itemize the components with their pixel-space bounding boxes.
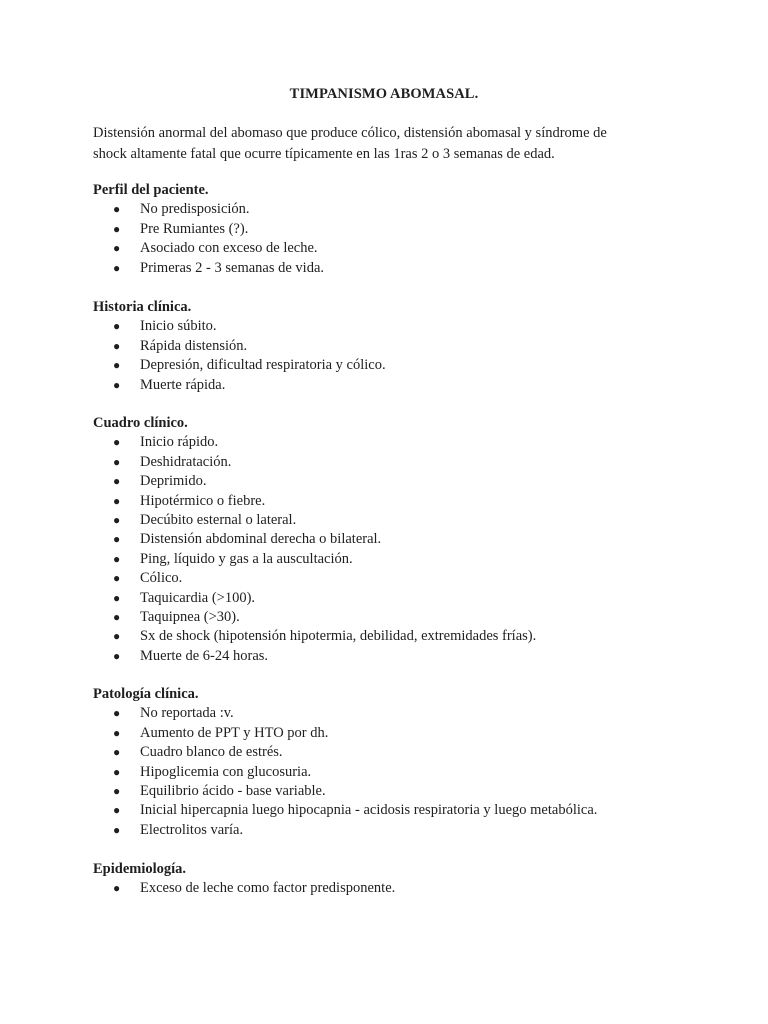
list-item-text: Hipotérmico o fiebre. xyxy=(140,492,266,509)
intro-line: Distensión anormal del abomaso que produce cólico, distensión abomasal y síndrome de xyxy=(93,125,607,141)
document-title: TIMPANISMO ABOMASAL. xyxy=(289,86,479,102)
list-item-text: Taquipnea (>30). xyxy=(140,608,240,625)
bullet-icon: ● xyxy=(113,319,121,334)
section-patologia-clinica xyxy=(93,685,713,840)
bullet-icon: ● xyxy=(113,532,121,547)
list-item xyxy=(93,317,713,336)
bullet-icon: ● xyxy=(113,358,121,373)
list-item xyxy=(93,608,713,627)
list-item-text: Primeras 2 - 3 semanas de vida. xyxy=(140,259,325,276)
list-item xyxy=(93,530,713,549)
bullet-icon: ● xyxy=(113,493,121,508)
list-item xyxy=(93,627,713,646)
bullet-icon: ● xyxy=(113,435,121,450)
bullet-icon: ● xyxy=(113,881,121,896)
bullet-icon: ● xyxy=(113,454,121,469)
bullet-list xyxy=(93,433,713,666)
list-item xyxy=(93,743,713,762)
list-item xyxy=(93,239,713,258)
bullet-icon: ● xyxy=(113,648,121,663)
list-item xyxy=(93,200,713,219)
bullet-icon: ● xyxy=(113,474,121,489)
list-item-text: Sx de shock (hipotensión hipotermia, debilidad, extremidades frías). xyxy=(140,628,537,645)
list-item-text: Hipoglicemia con glucosuria. xyxy=(140,763,312,780)
list-item-text: Asociado con exceso de leche. xyxy=(140,240,318,257)
section-perfil-del-paciente xyxy=(93,181,713,278)
list-item xyxy=(93,376,713,395)
section-heading: Historia clínica. xyxy=(93,299,192,315)
bullet-icon: ● xyxy=(113,571,121,586)
bullet-icon: ● xyxy=(113,202,121,217)
list-item-text: Taquicardia (>100). xyxy=(140,589,256,606)
bullet-icon: ● xyxy=(113,725,121,740)
list-item-text: Muerte rápida. xyxy=(140,376,226,393)
list-item-text: Cólico. xyxy=(140,570,183,587)
list-item xyxy=(93,550,713,569)
list-item xyxy=(93,472,713,491)
bullet-list xyxy=(93,704,713,840)
bullet-icon: ● xyxy=(113,377,121,392)
bullet-icon: ● xyxy=(113,706,121,721)
list-item xyxy=(93,356,713,375)
section-heading: Cuadro clínico. xyxy=(93,415,188,431)
bullet-icon: ● xyxy=(113,822,121,837)
bullet-list xyxy=(93,879,713,898)
list-item xyxy=(93,337,713,356)
list-item-text: Rápida distensión. xyxy=(140,337,248,354)
section-cuadro-clinico xyxy=(93,414,713,666)
bullet-icon: ● xyxy=(113,551,121,566)
list-item xyxy=(93,821,713,840)
list-item-text: Depresión, dificultad respiratoria y cólico. xyxy=(140,357,386,374)
list-item xyxy=(93,704,713,723)
list-item-text: Inicio súbito. xyxy=(140,318,217,335)
list-item xyxy=(93,782,713,801)
bullet-icon: ● xyxy=(113,260,121,275)
list-item xyxy=(93,453,713,472)
bullet-icon: ● xyxy=(113,629,121,644)
list-item-text: No predisposición. xyxy=(140,201,250,218)
bullet-icon: ● xyxy=(113,221,121,236)
bullet-icon: ● xyxy=(113,803,121,818)
list-item-text: Inicial hipercapnia luego hipocapnia - acidosis respiratoria y luego metabólica. xyxy=(140,802,598,819)
list-item-text: Deprimido. xyxy=(140,473,207,490)
bullet-icon: ● xyxy=(113,783,121,798)
list-item-text: Electrolitos varía. xyxy=(140,821,244,838)
list-item-text: Aumento de PPT y HTO por dh. xyxy=(140,724,329,741)
intro-paragraph xyxy=(93,123,673,165)
list-item xyxy=(93,220,713,239)
list-item-text: Equilibrio ácido - base variable. xyxy=(140,782,326,799)
list-item-text: Cuadro blanco de estrés. xyxy=(140,744,283,761)
bullet-icon: ● xyxy=(113,338,121,353)
list-item xyxy=(93,724,713,743)
list-item-text: Pre Rumiantes (?). xyxy=(140,220,249,237)
list-item xyxy=(93,647,713,666)
bullet-list xyxy=(93,200,713,278)
bullet-icon: ● xyxy=(113,590,121,605)
list-item-text: Inicio rápido. xyxy=(140,434,219,451)
list-item xyxy=(93,511,713,530)
list-item xyxy=(93,433,713,452)
list-item-text: No reportada :v. xyxy=(140,705,234,722)
list-item xyxy=(93,589,713,608)
section-historia-clinica xyxy=(93,298,713,395)
list-item xyxy=(93,801,713,820)
list-item-text: Muerte de 6-24 horas. xyxy=(140,647,269,664)
list-item xyxy=(93,763,713,782)
intro-line: shock altamente fatal que ocurre típicamente en las 1ras 2 o 3 semanas de edad. xyxy=(93,146,555,162)
bullet-icon: ● xyxy=(113,764,121,779)
bullet-icon: ● xyxy=(113,512,121,527)
list-item xyxy=(93,492,713,511)
section-heading: Epidemiología. xyxy=(93,861,187,877)
list-item-text: Deshidratación. xyxy=(140,453,232,470)
list-item xyxy=(93,259,713,278)
bullet-icon: ● xyxy=(113,609,121,624)
list-item-text: Decúbito esternal o lateral. xyxy=(140,511,297,528)
section-heading: Patología clínica. xyxy=(93,686,199,702)
bullet-list xyxy=(93,317,713,395)
list-item xyxy=(93,569,713,588)
list-item-text: Exceso de leche como factor predisponente. xyxy=(140,880,396,897)
section-epidemiologia xyxy=(93,860,713,899)
bullet-icon: ● xyxy=(113,745,121,760)
bullet-icon: ● xyxy=(113,241,121,256)
list-item-text: Distensión abdominal derecha o bilateral. xyxy=(140,531,382,548)
section-heading: Perfil del paciente. xyxy=(93,182,209,198)
list-item-text: Ping, líquido y gas a la auscultación. xyxy=(140,550,353,567)
list-item xyxy=(93,879,713,898)
